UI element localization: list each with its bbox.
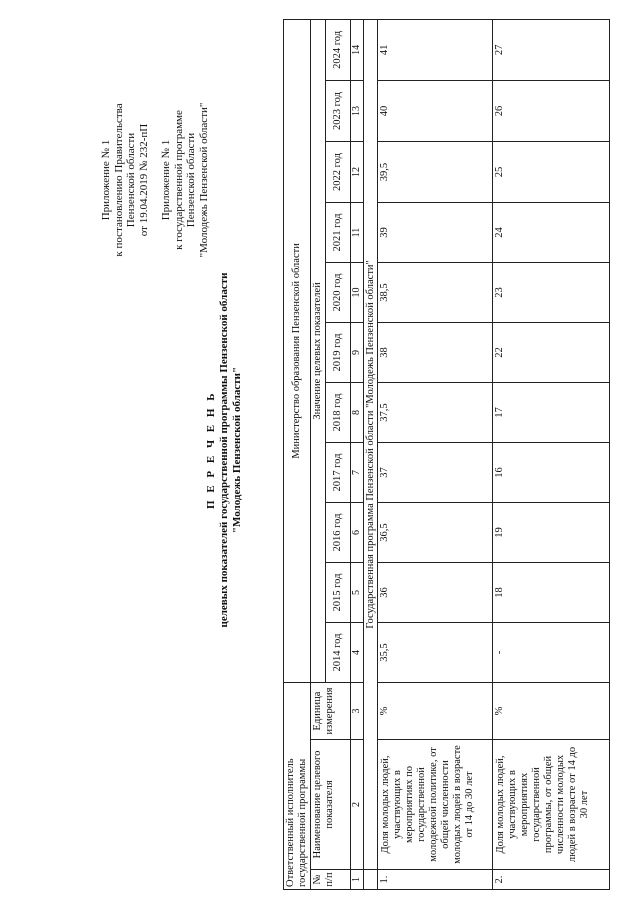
column-number: 1 [351,870,364,890]
row-number: 1. [378,870,493,890]
indicator-value: 39,5 [378,142,493,203]
approval-decree [100,55,150,305]
column-number: 3 [351,683,364,740]
indicator-name: Доля молодых людей, участвующих в мероприятиях по государственной молодежной политике, от общей численности молодых людей в возрасте от 14 до 30 лет [378,740,493,870]
row-number: 2. [493,870,610,890]
indicator-value: 36 [378,563,493,623]
column-number: 9 [351,323,364,383]
col-number-header: № п/п [311,870,351,890]
indicator-value: 27 [493,19,610,80]
year-header: 2014 год [326,623,351,683]
indicator-value: 24 [493,203,610,263]
column-number: 11 [351,203,364,263]
column-number: 14 [351,19,364,80]
values-header: Значение целевых показателей [311,19,326,682]
column-number: 10 [351,263,364,323]
year-header: 2022 год [326,142,351,203]
indicator-unit: % [493,683,610,740]
column-number: 12 [351,142,364,203]
indicator-value: 37 [378,443,493,503]
indicator-value: 16 [493,443,610,503]
indicator-value: 23 [493,263,610,323]
responsible-value: Министерство образования Пензенской области [284,19,311,682]
approval-line: от 19.04.2019 № 232-пП [137,123,150,237]
indicator-value: 25 [493,142,610,203]
approval-line: Пензенской области [185,132,197,228]
year-header: 2023 год [326,81,351,142]
indicator-value: 18 [493,563,610,623]
year-header: 2024 год [326,19,351,80]
approval-line: к постановлению Правительства [112,103,125,257]
title-line-3: "Молодежь Пензенской области" [231,366,243,534]
indicator-value: 40 [378,81,493,142]
indicator-value: 22 [493,323,610,383]
title-line-2: целевых показателей государственной программы Пензенской области [218,272,230,628]
column-number: 5 [351,563,364,623]
approval-program [160,55,210,305]
year-header: 2017 год [326,443,351,503]
col-unit-header: Единица измерения [311,683,351,740]
column-number: 13 [351,81,364,142]
indicator-value: 38 [378,323,493,383]
indicators-table [283,19,610,890]
indicator-value: 26 [493,81,610,142]
indicator-unit: % [378,683,493,740]
indicator-value: 41 [378,19,493,80]
approval-line: Приложение № 1 [100,139,112,221]
approval-line: Приложение № 1 [160,139,172,221]
approval-block [100,55,220,305]
approval-line: "Молодежь Пензенской области" [197,102,210,258]
indicator-value: 19 [493,503,610,563]
responsible-label: Ответственный исполнитель государственной программы [284,683,311,890]
indicator-value: 37,5 [378,383,493,443]
indicator-value: 38,5 [378,263,493,323]
indicator-name: Доля молодых людей, участвующих в мероприятиях государственной программы, от общей численности молодых людей в возрасте от 14 до 30 лет [493,740,610,870]
approval-line: к государственной программе [172,110,185,250]
table-row [378,19,493,889]
year-header: 2015 год [326,563,351,623]
col-name-header: Наименование целевого показателя [311,740,351,870]
approval-line: Пензенской области [125,132,137,228]
year-header: 2021 год [326,203,351,263]
column-number: 6 [351,503,364,563]
column-number: 7 [351,443,364,503]
title-line-1: П Е Р Е Ч Е Н Ь [205,391,217,509]
column-number: 4 [351,623,364,683]
table-row [493,19,610,889]
indicator-value: 17 [493,383,610,443]
indicator-value: 36,5 [378,503,493,563]
indicator-value: 39 [378,203,493,263]
year-header: 2018 год [326,383,351,443]
year-header: 2019 год [326,323,351,383]
column-number: 2 [351,740,364,870]
year-header: 2016 год [326,503,351,563]
document-title [205,245,244,655]
indicator-value: - [493,623,610,683]
program-row-spacer [364,870,378,890]
year-header: 2020 год [326,263,351,323]
column-number: 8 [351,383,364,443]
program-row: Государственная программа Пензенской области "Молодежь Пензенской области" [364,19,378,869]
indicator-value: 35,5 [378,623,493,683]
